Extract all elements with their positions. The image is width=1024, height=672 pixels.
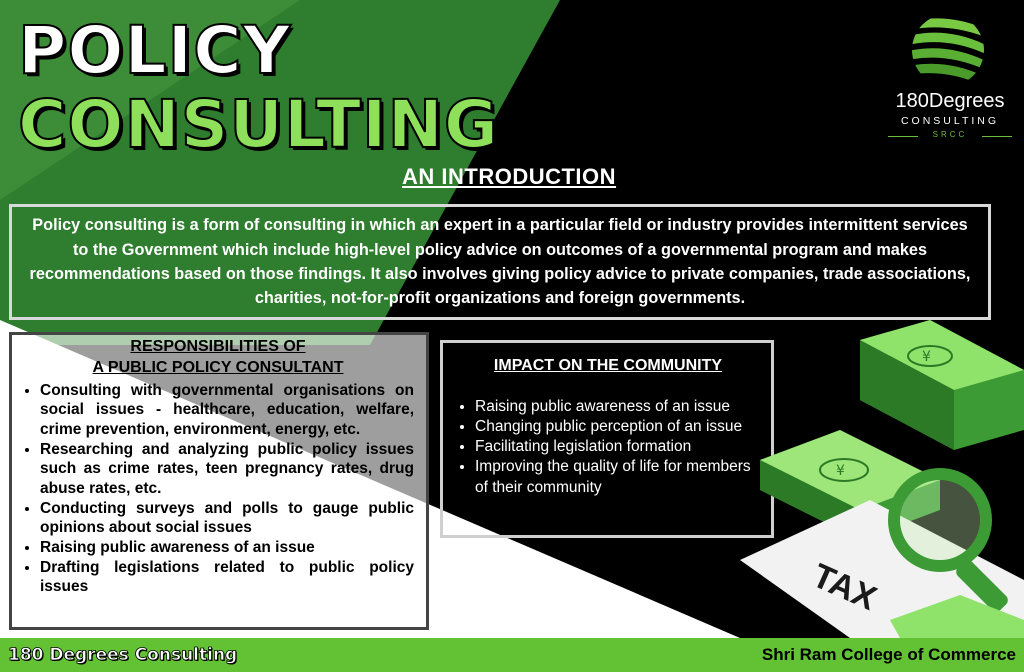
tax-money-illustration	[740, 320, 1024, 638]
tax-label: TAX	[806, 556, 883, 618]
list-item: • Changing public perception of an issue	[475, 417, 759, 437]
list-item: • Consulting with governmental organisations on social issues - healthcare, education, welfare, crime prevention, environment, energy, etc.	[40, 381, 414, 440]
subtitle: AN INTRODUCTION	[402, 164, 617, 189]
intro-text: Policy consulting is a form of consulting in which an expert in a particular field or industry provides intermittent services to the Government which include high-level policy advice on outcomes of a governmental program and makes recommendations based on those findings. It also involves giving policy advice to private companies, trade associations, charities, not-for-profit organizations and foreign governments.	[29, 216, 971, 308]
logo-subtitle: CONSULTING	[900, 115, 1000, 127]
currency-symbol-2: ¥	[836, 463, 845, 479]
footer-left-text: 180 Degrees Consulting	[8, 645, 238, 665]
responsibilities-list	[22, 381, 414, 597]
list-item: • Researching and analyzing public policy issues such as crime rates, teen pregnancy rates, drug abuse rates, etc.	[40, 440, 414, 499]
intro-box	[9, 204, 991, 320]
impact-heading: IMPACT ON THE COMMUNITY	[493, 357, 723, 374]
responsibilities-box	[9, 332, 429, 630]
responsibilities-heading-line2: A PUBLIC POLICY CONSULTANT	[92, 358, 344, 376]
currency-symbol-1: ¥	[922, 349, 931, 365]
list-item: • Improving the quality of life for members of their community	[475, 457, 759, 497]
list-item: • Conducting surveys and polls to gauge public opinions about social issues	[40, 499, 414, 538]
list-item: • Facilitating legislation formation	[475, 437, 759, 457]
list-item: • Raising public awareness of an issue	[475, 397, 759, 417]
impact-list	[457, 397, 759, 498]
list-item: • Drafting legislations related to public policy issues	[40, 558, 414, 597]
footer	[0, 638, 1024, 672]
logo-name: 180Degrees	[895, 90, 1005, 112]
footer-right-text: Shri Ram College of Commerce	[761, 645, 1016, 664]
responsibilities-heading	[22, 337, 414, 379]
logo-divider-right	[982, 136, 1012, 137]
title-line-2: CONSULTING	[18, 86, 500, 163]
logo-srcc: SRCC	[932, 130, 968, 139]
money-stack-icon	[860, 320, 1024, 450]
list-item: • Raising public awareness of an issue	[40, 538, 414, 558]
impact-box	[440, 340, 774, 538]
title-line-1: POLICY	[18, 12, 292, 89]
responsibilities-heading-line1: RESPONSIBILITIES OF	[130, 338, 306, 355]
